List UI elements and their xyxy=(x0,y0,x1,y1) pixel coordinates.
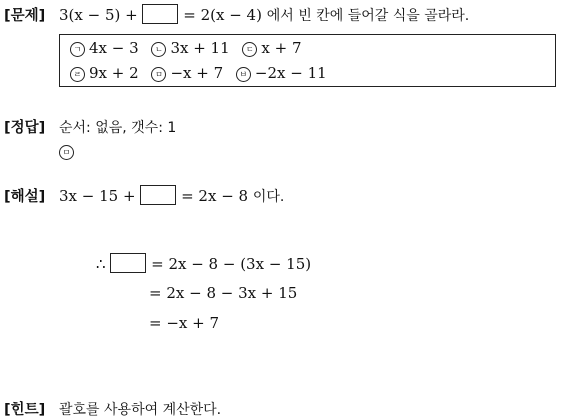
problem-expr-right: = 2(x − 4) xyxy=(183,6,262,24)
explanation-suffix: 이다. xyxy=(252,189,285,205)
explanation-step-1 xyxy=(96,253,311,273)
choice-f xyxy=(236,64,327,82)
choice-f-mark: ㅂ xyxy=(236,67,251,82)
choice-e xyxy=(151,64,223,82)
answer-mark: ㅁ xyxy=(59,145,74,160)
choice-b-mark: ㄴ xyxy=(151,42,166,57)
choice-f-expr: −2x − 11 xyxy=(254,64,327,82)
choices-row-1 xyxy=(70,39,302,57)
problem-expr-left: 3(x − 5) + xyxy=(59,6,138,24)
choice-a xyxy=(70,39,139,57)
therefore-symbol: ∴ xyxy=(96,255,106,273)
explanation-expr-right: = 2x − 8 xyxy=(181,187,249,205)
choice-d xyxy=(70,64,139,82)
answer-mark-line xyxy=(59,142,78,160)
hint-text: 괄호를 사용하여 계산한다. xyxy=(59,402,222,418)
problem-blank-box xyxy=(142,4,178,24)
choices-box xyxy=(59,34,556,87)
choice-c-mark: ㄷ xyxy=(242,42,257,57)
problem-tag: [문제] xyxy=(4,8,46,24)
choice-c-expr: x + 7 xyxy=(261,39,302,57)
choice-e-expr: −x + 7 xyxy=(170,64,224,82)
choice-e-mark: ㅁ xyxy=(151,67,166,82)
explanation-step-3: = −x + 7 xyxy=(149,314,220,332)
step1-expr: = 2x − 8 − (3x − 15) xyxy=(151,255,312,273)
answer-text: 순서: 없음, 갯수: 1 xyxy=(59,120,177,136)
problem-statement xyxy=(59,4,469,25)
step1-blank-box xyxy=(110,253,146,273)
explanation-blank-box xyxy=(140,185,176,205)
choices-row-2 xyxy=(70,64,327,82)
explanation-step-2: = 2x − 8 − 3x + 15 xyxy=(149,284,298,302)
problem-instruction: 에서 빈 칸에 들어갈 식을 골라라. xyxy=(266,8,470,24)
choice-c xyxy=(242,39,301,57)
choice-a-expr: 4x − 3 xyxy=(89,39,139,57)
explanation-line xyxy=(59,185,284,206)
hint-tag: [힌트] xyxy=(4,402,46,418)
answer-tag: [정답] xyxy=(4,120,46,136)
choice-d-mark: ㄹ xyxy=(70,67,85,82)
choice-b xyxy=(151,39,229,57)
explanation-tag: [해설] xyxy=(4,189,46,205)
choice-b-expr: 3x + 11 xyxy=(170,39,230,57)
choice-a-mark: ㄱ xyxy=(70,42,85,57)
choice-d-expr: 9x + 2 xyxy=(89,64,139,82)
explanation-expr-left: 3x − 15 + xyxy=(59,187,136,205)
